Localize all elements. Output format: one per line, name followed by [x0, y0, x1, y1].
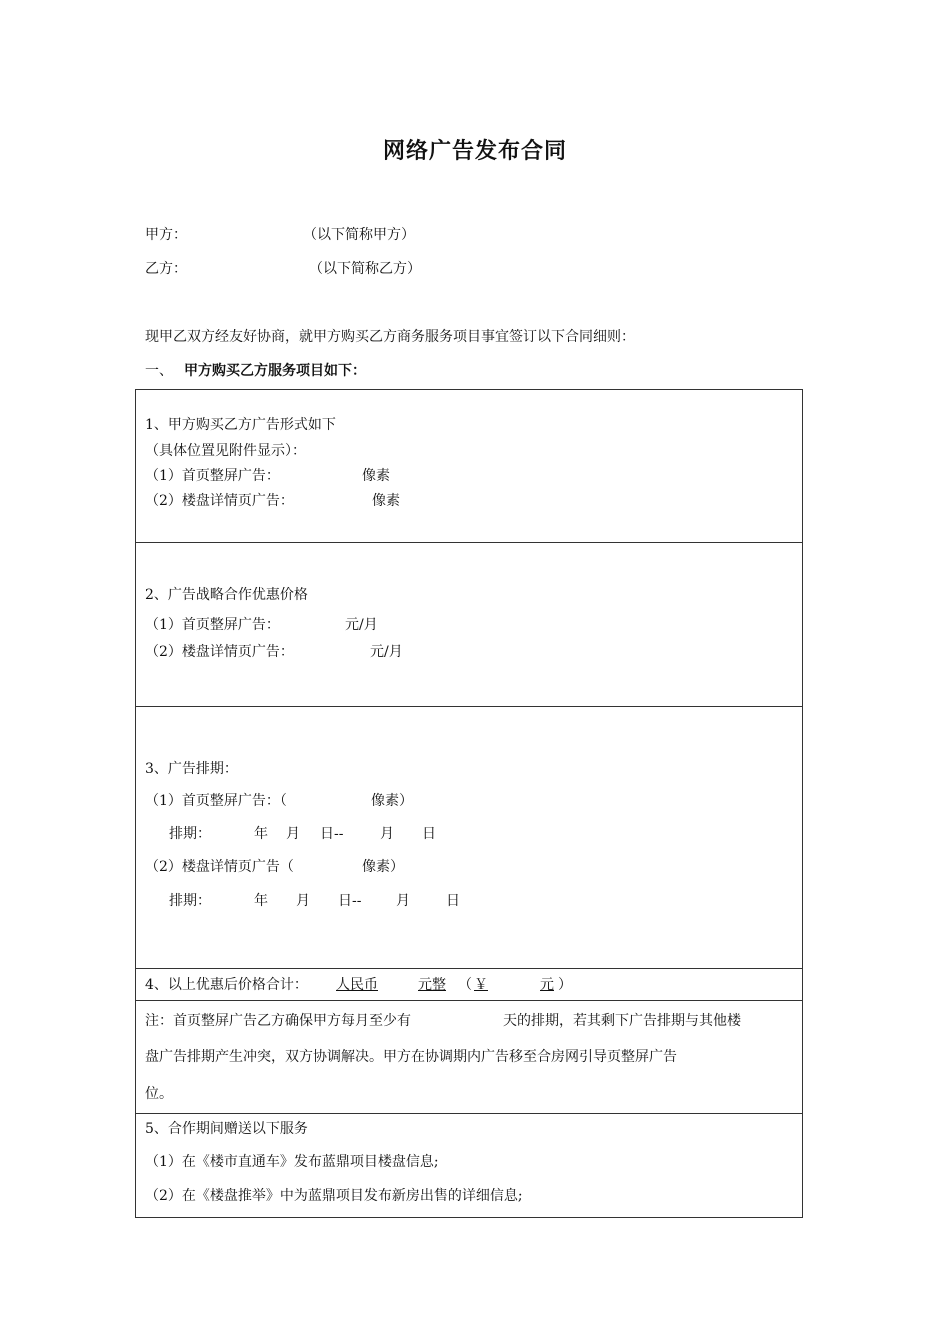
schedule-2-year: 年 [254, 893, 268, 909]
section-1-heading: 甲方购买乙方服务项目如下： [184, 363, 366, 379]
item-3-line-1-unit: 像素） [371, 793, 413, 809]
page-title: 网络广告发布合同 [382, 139, 567, 164]
item-5-heading: 5、合作期间赠送以下服务 [145, 1121, 308, 1137]
party-a-label: 甲方： [145, 227, 187, 243]
item-3-line-2-unit: 像素） [362, 859, 404, 875]
schedule-2-day-dash: 日-- [338, 893, 362, 909]
item-2-line-2-unit: 元/月 [370, 644, 403, 660]
item-2-line-2-label: （2）楼盘详情页广告： [145, 644, 294, 660]
row-divider [135, 968, 803, 969]
schedule-2-month: 月 [296, 893, 310, 909]
row-divider [135, 542, 803, 543]
item-2-heading: 2、广告战略合作优惠价格 [145, 587, 308, 603]
item-5-line-1: （1）在《楼市直通车》发布蓝鼎项目楼盘信息; [145, 1154, 439, 1170]
schedule-1-month: 月 [286, 826, 300, 842]
item-4-yuan-zheng: 元整 [418, 977, 446, 993]
item-2-line-1-label: （1）首页整屏广告： [145, 617, 280, 633]
item-3-heading: 3、广告排期： [145, 761, 238, 777]
schedule-2-label: 排期： [169, 893, 211, 909]
row-divider [135, 1000, 803, 1001]
note-part-2: 天的排期，若其剩下广告排期与其他楼 [503, 1013, 741, 1029]
item-1-note: （具体位置见附件显示）： [145, 443, 306, 459]
item-1-heading: 1、甲方购买乙方广告形式如下 [145, 417, 336, 433]
item-3-line-1-label: （1）首页整屏广告：（ [145, 793, 287, 809]
item-5-line-2: （2）在《楼盘推举》中为蓝鼎项目发布新房出售的详细信息; [145, 1188, 523, 1204]
note-line-2: 盘广告排期产生冲突，双方协调解决。甲方在协调期内广告移至合房网引导页整屏广告 [145, 1049, 677, 1065]
item-3-line-2-label: （2）楼盘详情页广告（ [145, 859, 294, 875]
row-divider [135, 706, 803, 707]
schedule-1-label: 排期： [169, 826, 211, 842]
item-1-line-2-unit: 像素 [372, 493, 400, 509]
schedule-1-month-end: 月 [380, 826, 394, 842]
row-divider [135, 1113, 803, 1114]
intro-paragraph: 现甲乙双方经友好协商，就甲方购买乙方商务服务项目事宜签订以下合同细则： [145, 329, 635, 345]
schedule-1-day-end: 日 [422, 826, 436, 842]
item-4-rmb-field [336, 974, 446, 994]
schedule-1-day-dash: 日-- [320, 826, 344, 842]
item-4-yuan: 元 [540, 977, 554, 993]
schedule-2-day-end: 日 [446, 893, 460, 909]
schedule-2-month-end: 月 [396, 893, 410, 909]
item-1-line-2-label: （2）楼盘详情页广告： [145, 493, 294, 509]
item-1-line-1-unit: 像素 [362, 468, 390, 484]
note-part-1: 注：首页整屏广告乙方确保甲方每月至少有 [145, 1013, 411, 1029]
item-4-paren-open: （ [458, 977, 472, 993]
schedule-1-year: 年 [254, 826, 268, 842]
item-2-line-1-unit: 元/月 [345, 617, 378, 633]
item-4-paren-close: ） [558, 977, 572, 993]
party-b-label: 乙方： [145, 261, 187, 277]
section-1-number: 一、 [145, 363, 173, 379]
item-4-label: 4、以上优惠后价格合计： [145, 977, 308, 993]
item-4-yen: ￥ [474, 977, 488, 993]
party-a-alias: （以下简称甲方） [303, 227, 415, 243]
note-line-3: 位。 [145, 1086, 173, 1102]
item-4-yen-field [474, 974, 554, 994]
party-b-alias: （以下简称乙方） [309, 261, 421, 277]
item-1-line-1-label: （1）首页整屏广告： [145, 468, 280, 484]
item-4-rmb: 人民币 [336, 977, 378, 993]
